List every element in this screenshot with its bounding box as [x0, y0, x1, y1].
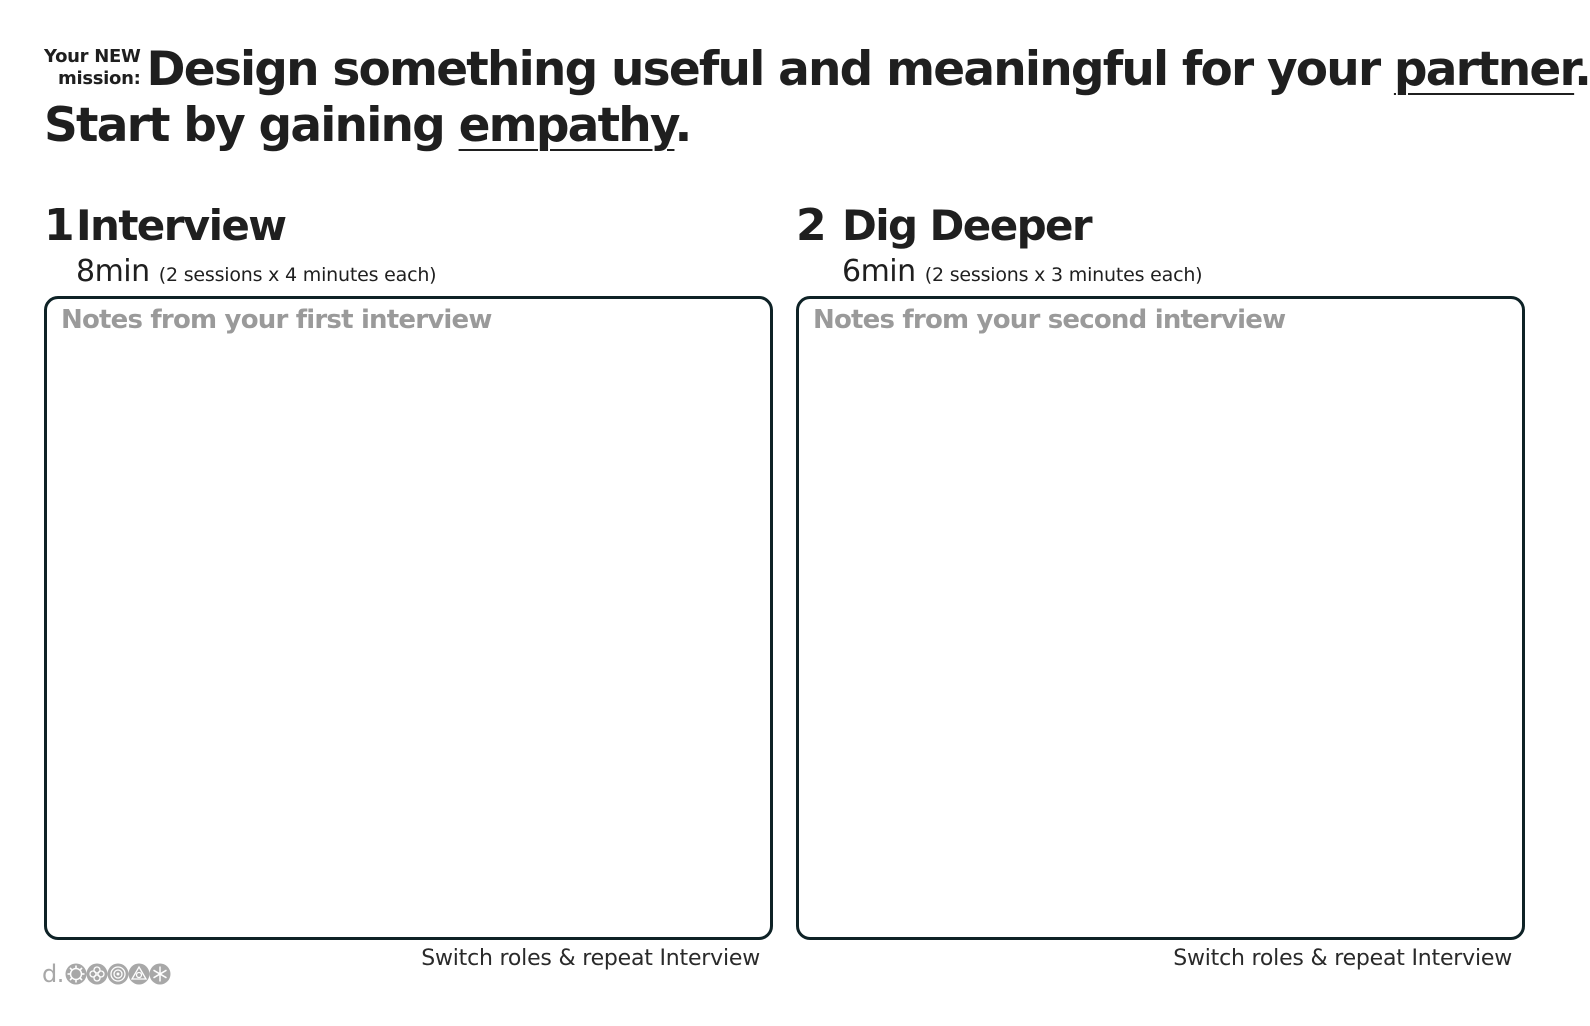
- triangle-icon: [128, 963, 150, 985]
- section-duration: 6min: [842, 254, 916, 289]
- section-duration-row: [76, 254, 779, 294]
- headline-partner-emphasis: partner: [1393, 42, 1575, 97]
- headline: [147, 42, 1590, 98]
- second-interview-notes-box[interactable]: [796, 296, 1525, 940]
- section-title: Dig Deeper: [842, 201, 1092, 250]
- gear-icon: [65, 963, 87, 985]
- section-duration-detail: (2 sessions x 3 minutes each): [924, 264, 1203, 286]
- section-duration: 8min: [76, 254, 150, 289]
- mission-label-line1: Your NEW: [44, 46, 141, 67]
- first-interview-notes-input[interactable]: [57, 345, 760, 927]
- section-number: 2: [796, 200, 826, 251]
- section-interview: [44, 200, 779, 335]
- section-dig-deeper: [796, 200, 1531, 335]
- first-interview-notes-box[interactable]: [44, 296, 773, 940]
- mission-label-line2: mission:: [58, 68, 141, 89]
- section-title: Interview: [76, 201, 286, 250]
- second-interview-notes-input[interactable]: [809, 345, 1512, 927]
- snowflake-icon: [149, 963, 171, 985]
- section-duration-detail: (2 sessions x 4 minutes each): [158, 264, 437, 286]
- headline-text: Design something useful and meaningful for your: [146, 42, 1394, 97]
- section-duration-row: [842, 254, 1531, 294]
- section-number: 1: [44, 200, 74, 251]
- subheadline-period: .: [674, 98, 691, 153]
- headline-period: .: [1574, 42, 1590, 97]
- headline-row: [44, 36, 1590, 98]
- target-icon: [107, 963, 129, 985]
- section-title-row: [44, 200, 779, 254]
- mission-label: [44, 46, 141, 90]
- section-title-row: [796, 200, 1531, 254]
- subheadline-empathy-emphasis: empathy: [458, 98, 675, 153]
- subheadline: [44, 98, 1564, 154]
- dschool-logo: [42, 960, 171, 988]
- switch-roles-note-2: Switch roles & repeat Interview: [1173, 946, 1512, 971]
- subheadline-text: Start by gaining: [44, 98, 459, 153]
- mission-header: [44, 36, 1590, 154]
- notes-label: Notes from your first interview: [61, 305, 492, 335]
- flower-icon: [86, 963, 108, 985]
- notes-label: Notes from your second interview: [813, 305, 1286, 335]
- switch-roles-note-1: Switch roles & repeat Interview: [421, 946, 760, 971]
- logo-text: d.: [42, 960, 64, 988]
